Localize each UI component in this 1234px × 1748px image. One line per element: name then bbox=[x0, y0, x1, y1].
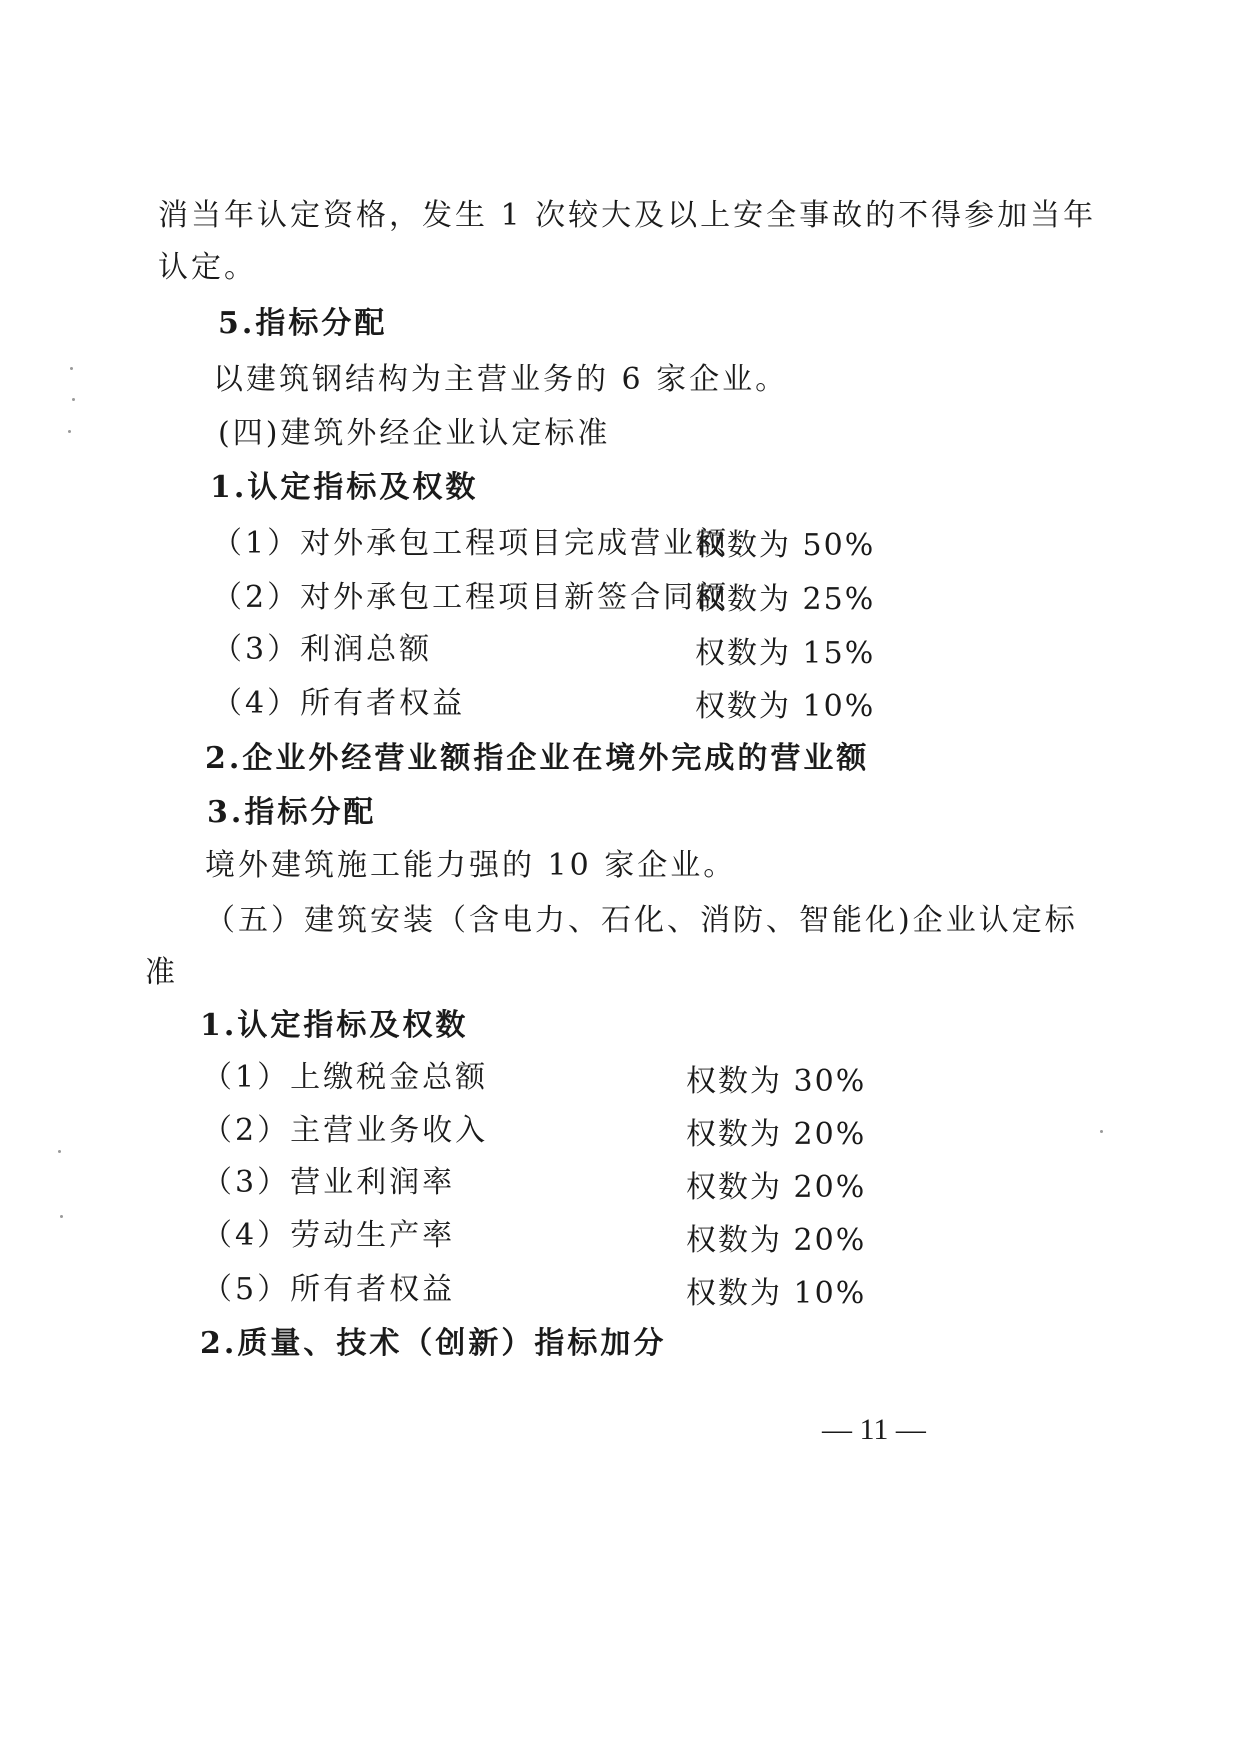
indicator-weight: 权数为 10% bbox=[695, 689, 876, 724]
sub-heading: 1.认定指标及权数 bbox=[210, 470, 479, 505]
indicator-label: （4）所有者权益 bbox=[212, 686, 466, 721]
scan-artifact bbox=[72, 398, 75, 401]
indicator-weight: 权数为 20% bbox=[686, 1117, 867, 1152]
allocation-text: 境外建筑施工能力强的 10 家企业。 bbox=[205, 848, 737, 883]
indicator-label: （5）所有者权益 bbox=[202, 1272, 456, 1307]
indicator-label: （4）劳动生产率 bbox=[202, 1218, 456, 1253]
scan-artifact bbox=[60, 1215, 63, 1218]
indicator-weight: 权数为 50% bbox=[695, 528, 876, 563]
sub-heading: 3.指标分配 bbox=[207, 795, 377, 830]
paragraph-line: 消当年认定资格，发生 1 次较大及以上安全事故的不得参加当年 bbox=[158, 198, 1097, 233]
section-title: （五）建筑安装（含电力、石化、消防、智能化)企业认定标 bbox=[205, 903, 1078, 938]
paragraph-line: 认定。 bbox=[158, 250, 257, 285]
heading-allocation: 5.指标分配 bbox=[218, 306, 388, 341]
indicator-weight: 权数为 15% bbox=[695, 636, 876, 671]
scan-artifact bbox=[68, 430, 71, 433]
indicator-label: （3）营业利润率 bbox=[202, 1165, 456, 1200]
indicator-weight: 权数为 20% bbox=[686, 1170, 867, 1205]
page-number: — 11 — bbox=[822, 1413, 926, 1446]
indicator-weight: 权数为 25% bbox=[695, 582, 876, 617]
allocation-text: 以建筑钢结构为主营业务的 6 家企业。 bbox=[213, 362, 789, 397]
scan-artifact bbox=[1100, 1130, 1103, 1133]
sub-heading: 2.企业外经营业额指企业在境外完成的营业额 bbox=[205, 741, 870, 776]
indicator-weight: 权数为 10% bbox=[686, 1276, 867, 1311]
section-title: (四)建筑外经企业认定标准 bbox=[218, 416, 611, 451]
indicator-weight: 权数为 20% bbox=[686, 1223, 867, 1258]
indicator-label: （2）对外承包工程项目新签合同额 bbox=[212, 580, 730, 615]
indicator-label: （2）主营业务收入 bbox=[202, 1113, 489, 1148]
indicator-weight: 权数为 30% bbox=[686, 1064, 867, 1099]
sub-heading: 1.认定指标及权数 bbox=[200, 1008, 469, 1043]
indicator-label: （3）利润总额 bbox=[212, 632, 433, 667]
scan-artifact bbox=[70, 367, 73, 370]
indicator-label: （1）对外承包工程项目完成营业额 bbox=[212, 526, 730, 561]
sub-heading: 2.质量、技术（创新）指标加分 bbox=[200, 1326, 667, 1361]
indicator-label: （1）上缴税金总额 bbox=[202, 1060, 489, 1095]
scan-artifact bbox=[58, 1150, 61, 1153]
section-title-continued: 准 bbox=[145, 955, 178, 990]
